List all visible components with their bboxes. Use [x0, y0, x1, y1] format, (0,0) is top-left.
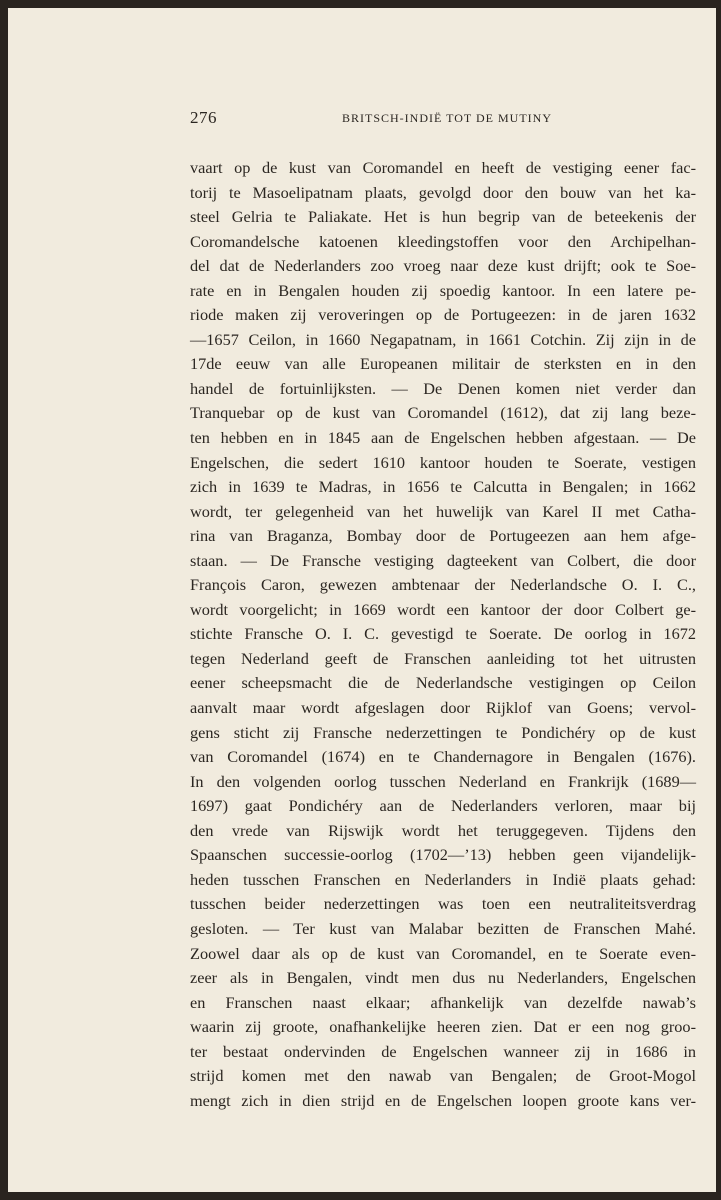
text-line: wordt, ter gelegenheid van het huwelijk van Karel II met Catha- — [190, 501, 696, 521]
text-line: van Coromandel (1674) en te Chandernagore in Bengalen (1676). — [190, 747, 696, 767]
text-line: den vrede van Rijswijk wordt het teruggegeven. Tijdens den — [190, 820, 696, 840]
text-line: en Franschen naast elkaar; afhankelijk van dezelfde nawab’s — [190, 992, 696, 1012]
text-line: Tranquebar op de kust van Coromandel (1612), dat zij lang beze- — [190, 403, 696, 423]
text-line: mengt zich in dien strijd en de Engelschen loopen groote kans ver- — [190, 1090, 696, 1110]
text-line: handel de fortuinlijksten. — De Denen komen niet verder dan — [190, 378, 696, 398]
body-text — [190, 156, 696, 1113]
text-line: stichte Fransche O. I. C. gevestigd te Soerate. De oorlog in 1672 — [190, 624, 696, 644]
text-line: tusschen beider nederzettingen was toen een neutraliteitsverdrag — [190, 894, 696, 914]
text-line: del dat de Nederlanders zoo vroeg naar deze kust drijft; ook te Soe- — [190, 256, 696, 276]
text-line: 17de eeuw van alle Europeanen militair de sterksten en in den — [190, 354, 696, 374]
text-line: Engelschen, die sedert 1610 kantoor houden te Soerate, vestigen — [190, 452, 696, 472]
text-line: staan. — De Fransche vestiging dagteekent van Colbert, die door — [190, 550, 696, 570]
text-line: zich in 1639 te Madras, in 1656 te Calcutta in Bengalen; in 1662 — [190, 477, 696, 497]
text-line: Zoowel daar als op de kust van Coromandel, en te Soerate even- — [190, 943, 696, 963]
book-page — [8, 8, 716, 1192]
text-line: torij te Masoelipatnam plaats, gevolgd door den bouw van het ka- — [190, 182, 696, 202]
text-line: tegen Nederland geeft de Franschen aanleiding tot het uitrusten — [190, 648, 696, 668]
text-line: In den volgenden oorlog tusschen Nederland en Frankrijk (1689— — [190, 771, 696, 791]
running-title: BRITSCH-INDIË TOT DE MUTINY — [342, 111, 552, 125]
text-line: waarin zij groote, onafhankelijke heeren zien. Dat er een nog groo- — [190, 1017, 696, 1037]
text-line: strijd komen met den nawab van Bengalen; de Groot-Mogol — [190, 1066, 696, 1086]
text-line: eener scheepsmacht die de Nederlandsche vestigingen op Ceilon — [190, 673, 696, 693]
text-line: Spaanschen successie-oorlog (1702—’13) hebben geen vijandelijk- — [190, 845, 696, 865]
text-line: Coromandelsche katoenen kleedingstoffen voor den Archipelhan- — [190, 231, 696, 251]
text-line: vaart op de kust van Coromandel en heeft de vestiging eener fac- — [190, 158, 696, 177]
text-line: 1697) gaat Pondichéry aan de Nederlanders verloren, maar bij — [190, 796, 696, 816]
text-line: François Caron, gewezen ambtenaar der Nederlandsche O. I. C., — [190, 575, 696, 595]
text-line: —1657 Ceilon, in 1660 Negapatnam, in 1661 Cotchin. Zij zijn in de — [190, 329, 696, 349]
text-line: ter bestaat ondervinden de Engelschen wanneer zij in 1686 in — [190, 1041, 696, 1061]
text-line: rina van Braganza, Bombay door de Portugeezen aan hem afge- — [190, 526, 696, 546]
text-line: steel Gelria te Paliakate. Het is hun begrip van de beteekenis der — [190, 207, 696, 227]
text-line: ten hebben en in 1845 aan de Engelschen hebben afgestaan. — De — [190, 428, 696, 448]
page-number: 276 — [190, 108, 217, 127]
text-line: aanvalt maar wordt afgeslagen door Rijklof van Goens; vervol- — [190, 698, 696, 718]
text-line: heden tusschen Franschen en Nederlanders in Indië plaats gehad: — [190, 869, 696, 889]
text-line: gesloten. — Ter kust van Malabar bezitten de Franschen Mahé. — [190, 918, 696, 938]
page-header — [190, 108, 696, 130]
text-line: rate en in Bengalen houden zij spoedig kantoor. In een latere pe- — [190, 280, 696, 300]
text-line: zeer als in Bengalen, vindt men dus nu Nederlanders, Engelschen — [190, 968, 696, 988]
text-line: riode maken zij veroveringen op de Portugeezen: in de jaren 1632 — [190, 305, 696, 325]
text-line: wordt voorgelicht; in 1669 wordt een kantoor der door Colbert ge- — [190, 599, 696, 619]
text-line: gens sticht zij Fransche nederzettingen te Pondichéry op de kust — [190, 722, 696, 742]
